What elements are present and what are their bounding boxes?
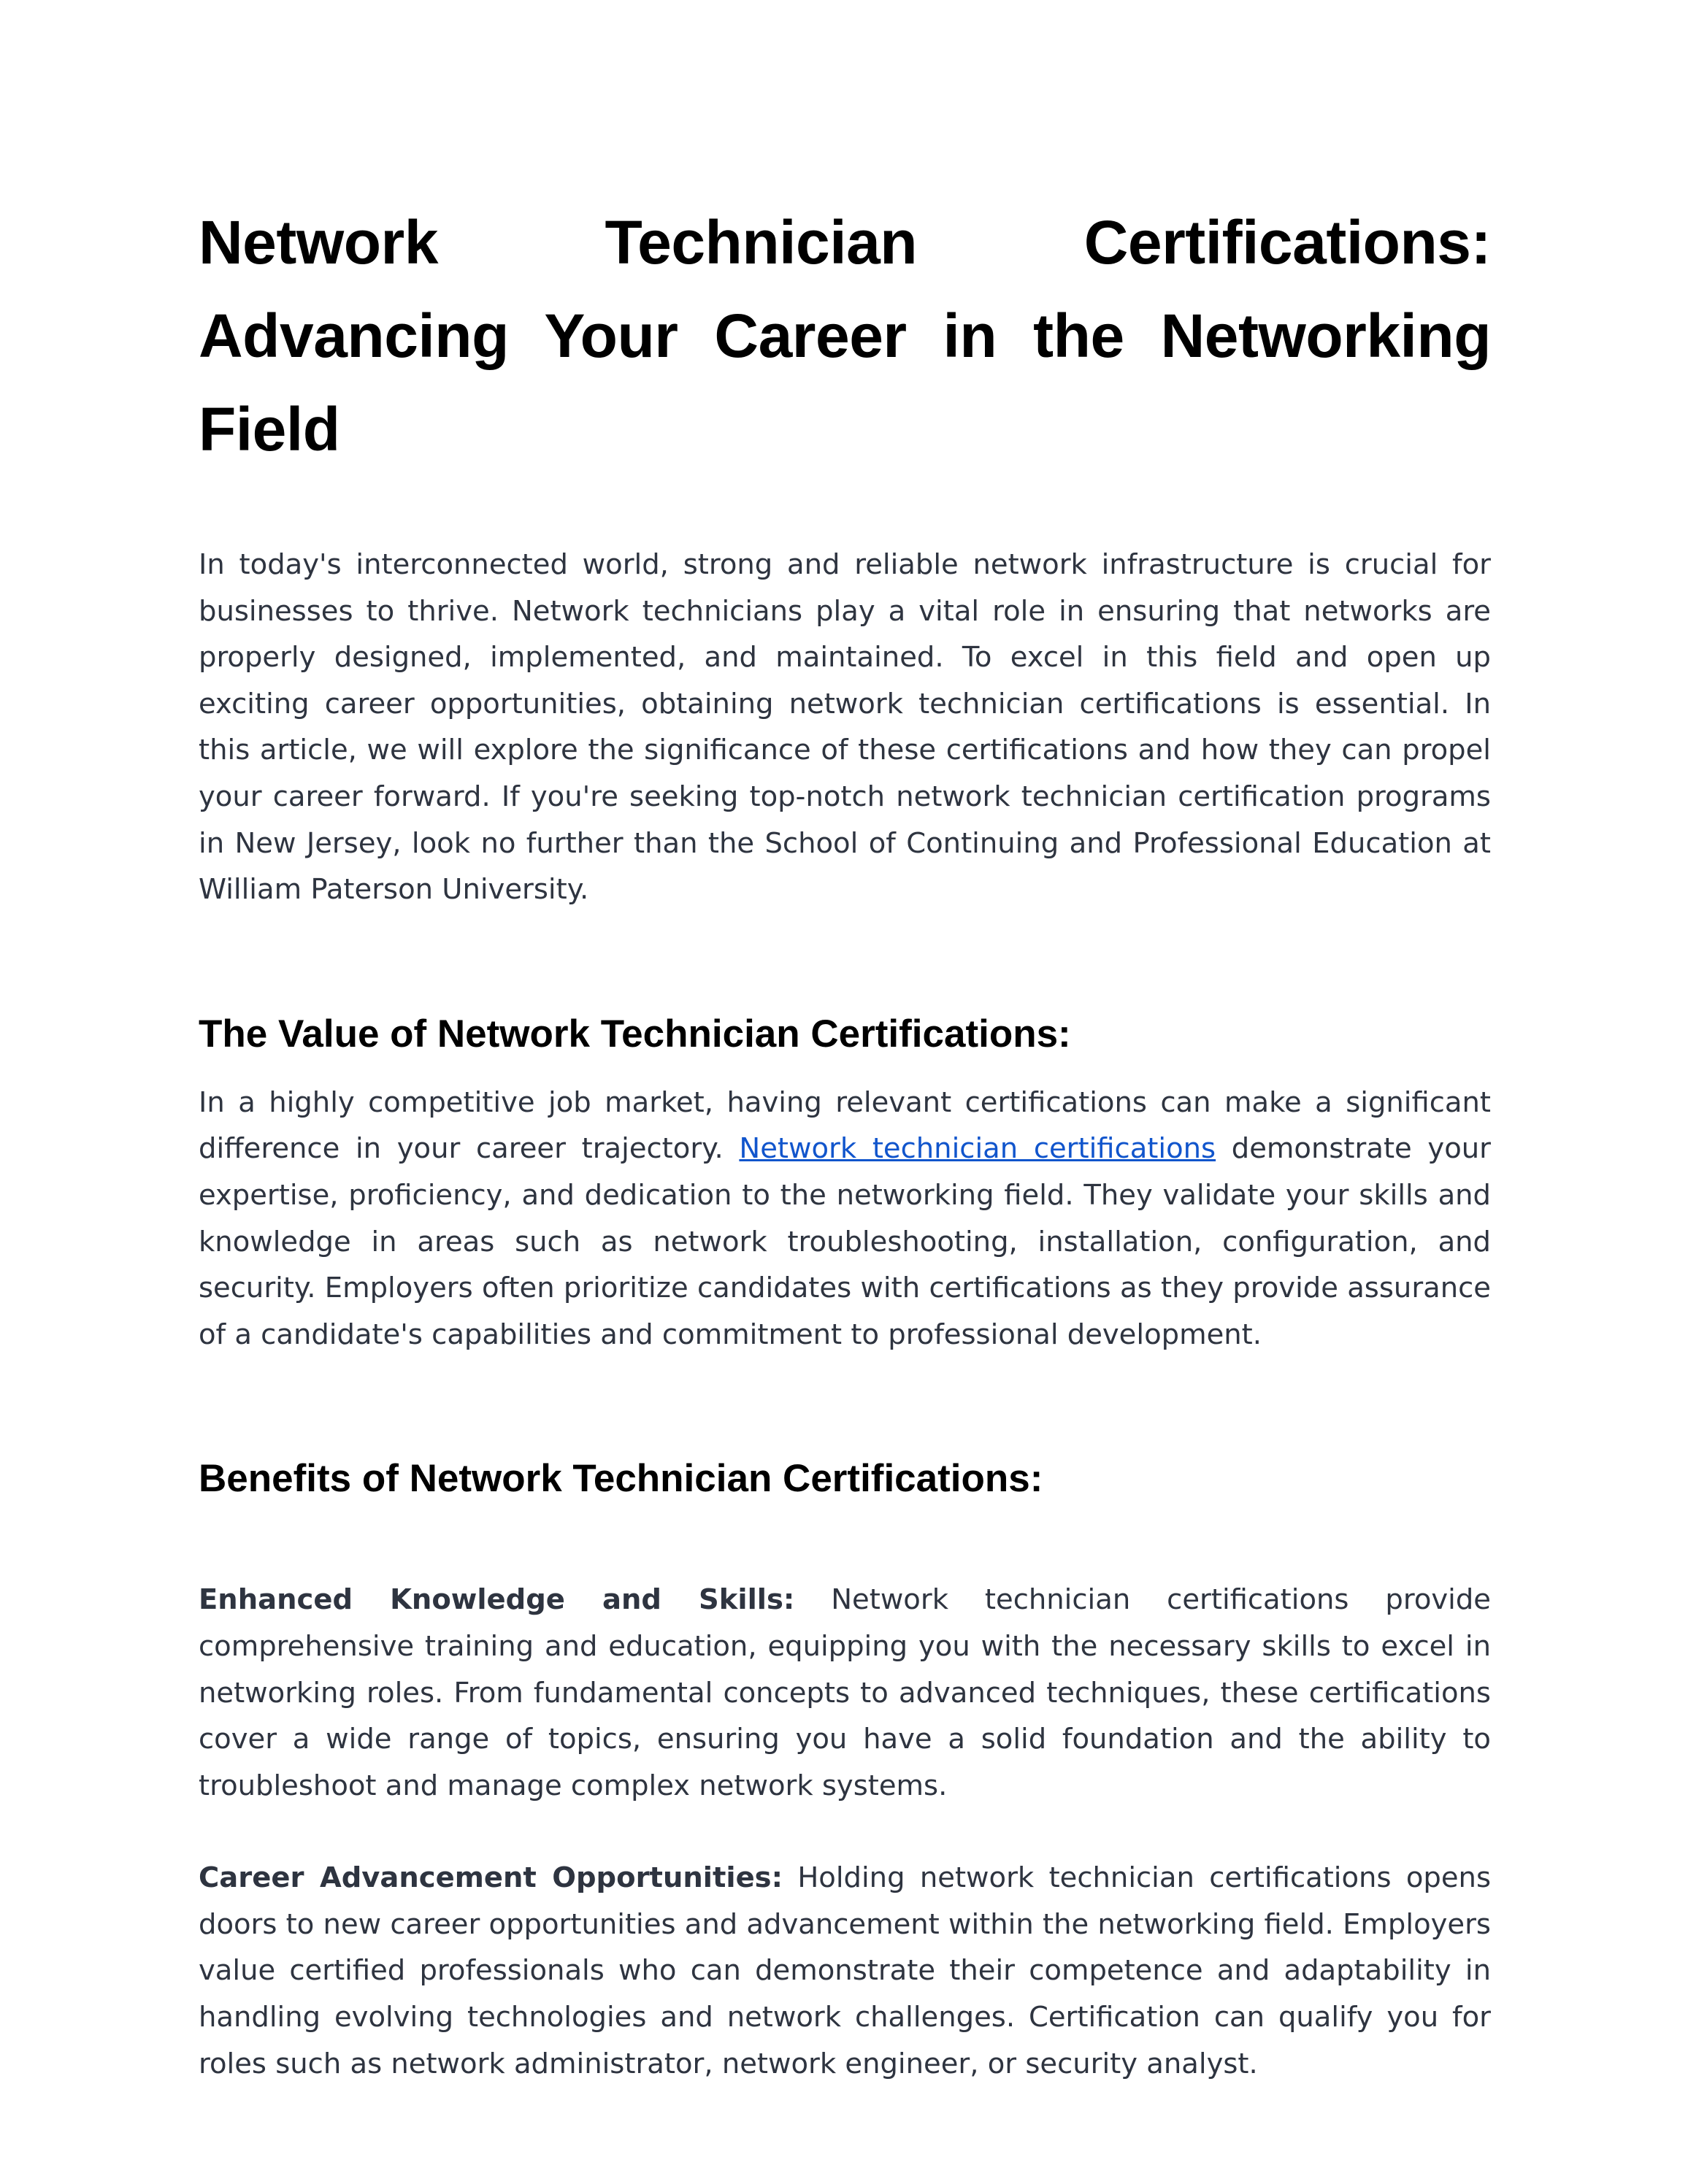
benefit-text-career: Holding network technician certifications opens doors to new career opportunities and advancement within the networking field. Employers value certified professionals who can demonstrate their competence and adaptability in handling evolving technologies and network challenges. Certification can qualify you for roles such as network administrator, network engineer, or security analyst. bbox=[199, 1861, 1491, 2080]
benefit-label-knowledge: Enhanced Knowledge and Skills: bbox=[199, 1583, 795, 1617]
benefit-text-knowledge: Network technician certifications provide comprehensive training and education, equipping you with the necessary skills to excel in networking roles. From fundamental concepts to advanced techniques, these certifications cover a wide range of topics, ensuring you have a solid foundation and the ability to troubleshoot and manage complex network systems. bbox=[199, 1583, 1491, 1802]
section-heading-value: The Value of Network Technician Certifications: bbox=[199, 1012, 1071, 1056]
value-text-after-link: demonstrate your expertise, proficiency, and dedication to the networking field. They validate your skills and knowledge in areas such as network troubleshooting, installation, configuration, and security. Employers often prioritize candidates with certifications as they provide assurance of a candidate's capabilities and commitment to professional development. bbox=[199, 1132, 1491, 1351]
certifications-link[interactable]: Network technician certifications bbox=[739, 1132, 1216, 1166]
document-body bbox=[199, 196, 1491, 2087]
benefit-paragraph-career bbox=[199, 1855, 1491, 2087]
value-paragraph bbox=[199, 1080, 1491, 1358]
page-title: Network Technician Certifications: Advancing Your Career in the Networking Field bbox=[199, 208, 1491, 464]
value-text-before-link: In a highly competitive job market, having relevant certifications can make a significant difference in your career trajectory. bbox=[199, 1085, 1491, 1166]
intro-paragraph: In today's interconnected world, strong and reliable network infrastructure is crucial for businesses to thrive. Network technicians play a vital role in ensuring that networks are properly designed, implemented, and maintained. To excel in this field and open up exciting career opportunities, obtaining network technician certifications is essential. In this article, we will explore the significance of these certifications and how they can propel your career forward. If you're seeking top-notch network technician certification programs in New Jersey, look no further than the School of Continuing and Professional Education at William Paterson University. bbox=[199, 548, 1491, 907]
benefit-paragraph-knowledge bbox=[199, 1577, 1491, 1809]
section-heading-benefits: Benefits of Network Technician Certifications: bbox=[199, 1457, 1043, 1501]
benefit-label-career: Career Advancement Opportunities: bbox=[199, 1861, 783, 1895]
